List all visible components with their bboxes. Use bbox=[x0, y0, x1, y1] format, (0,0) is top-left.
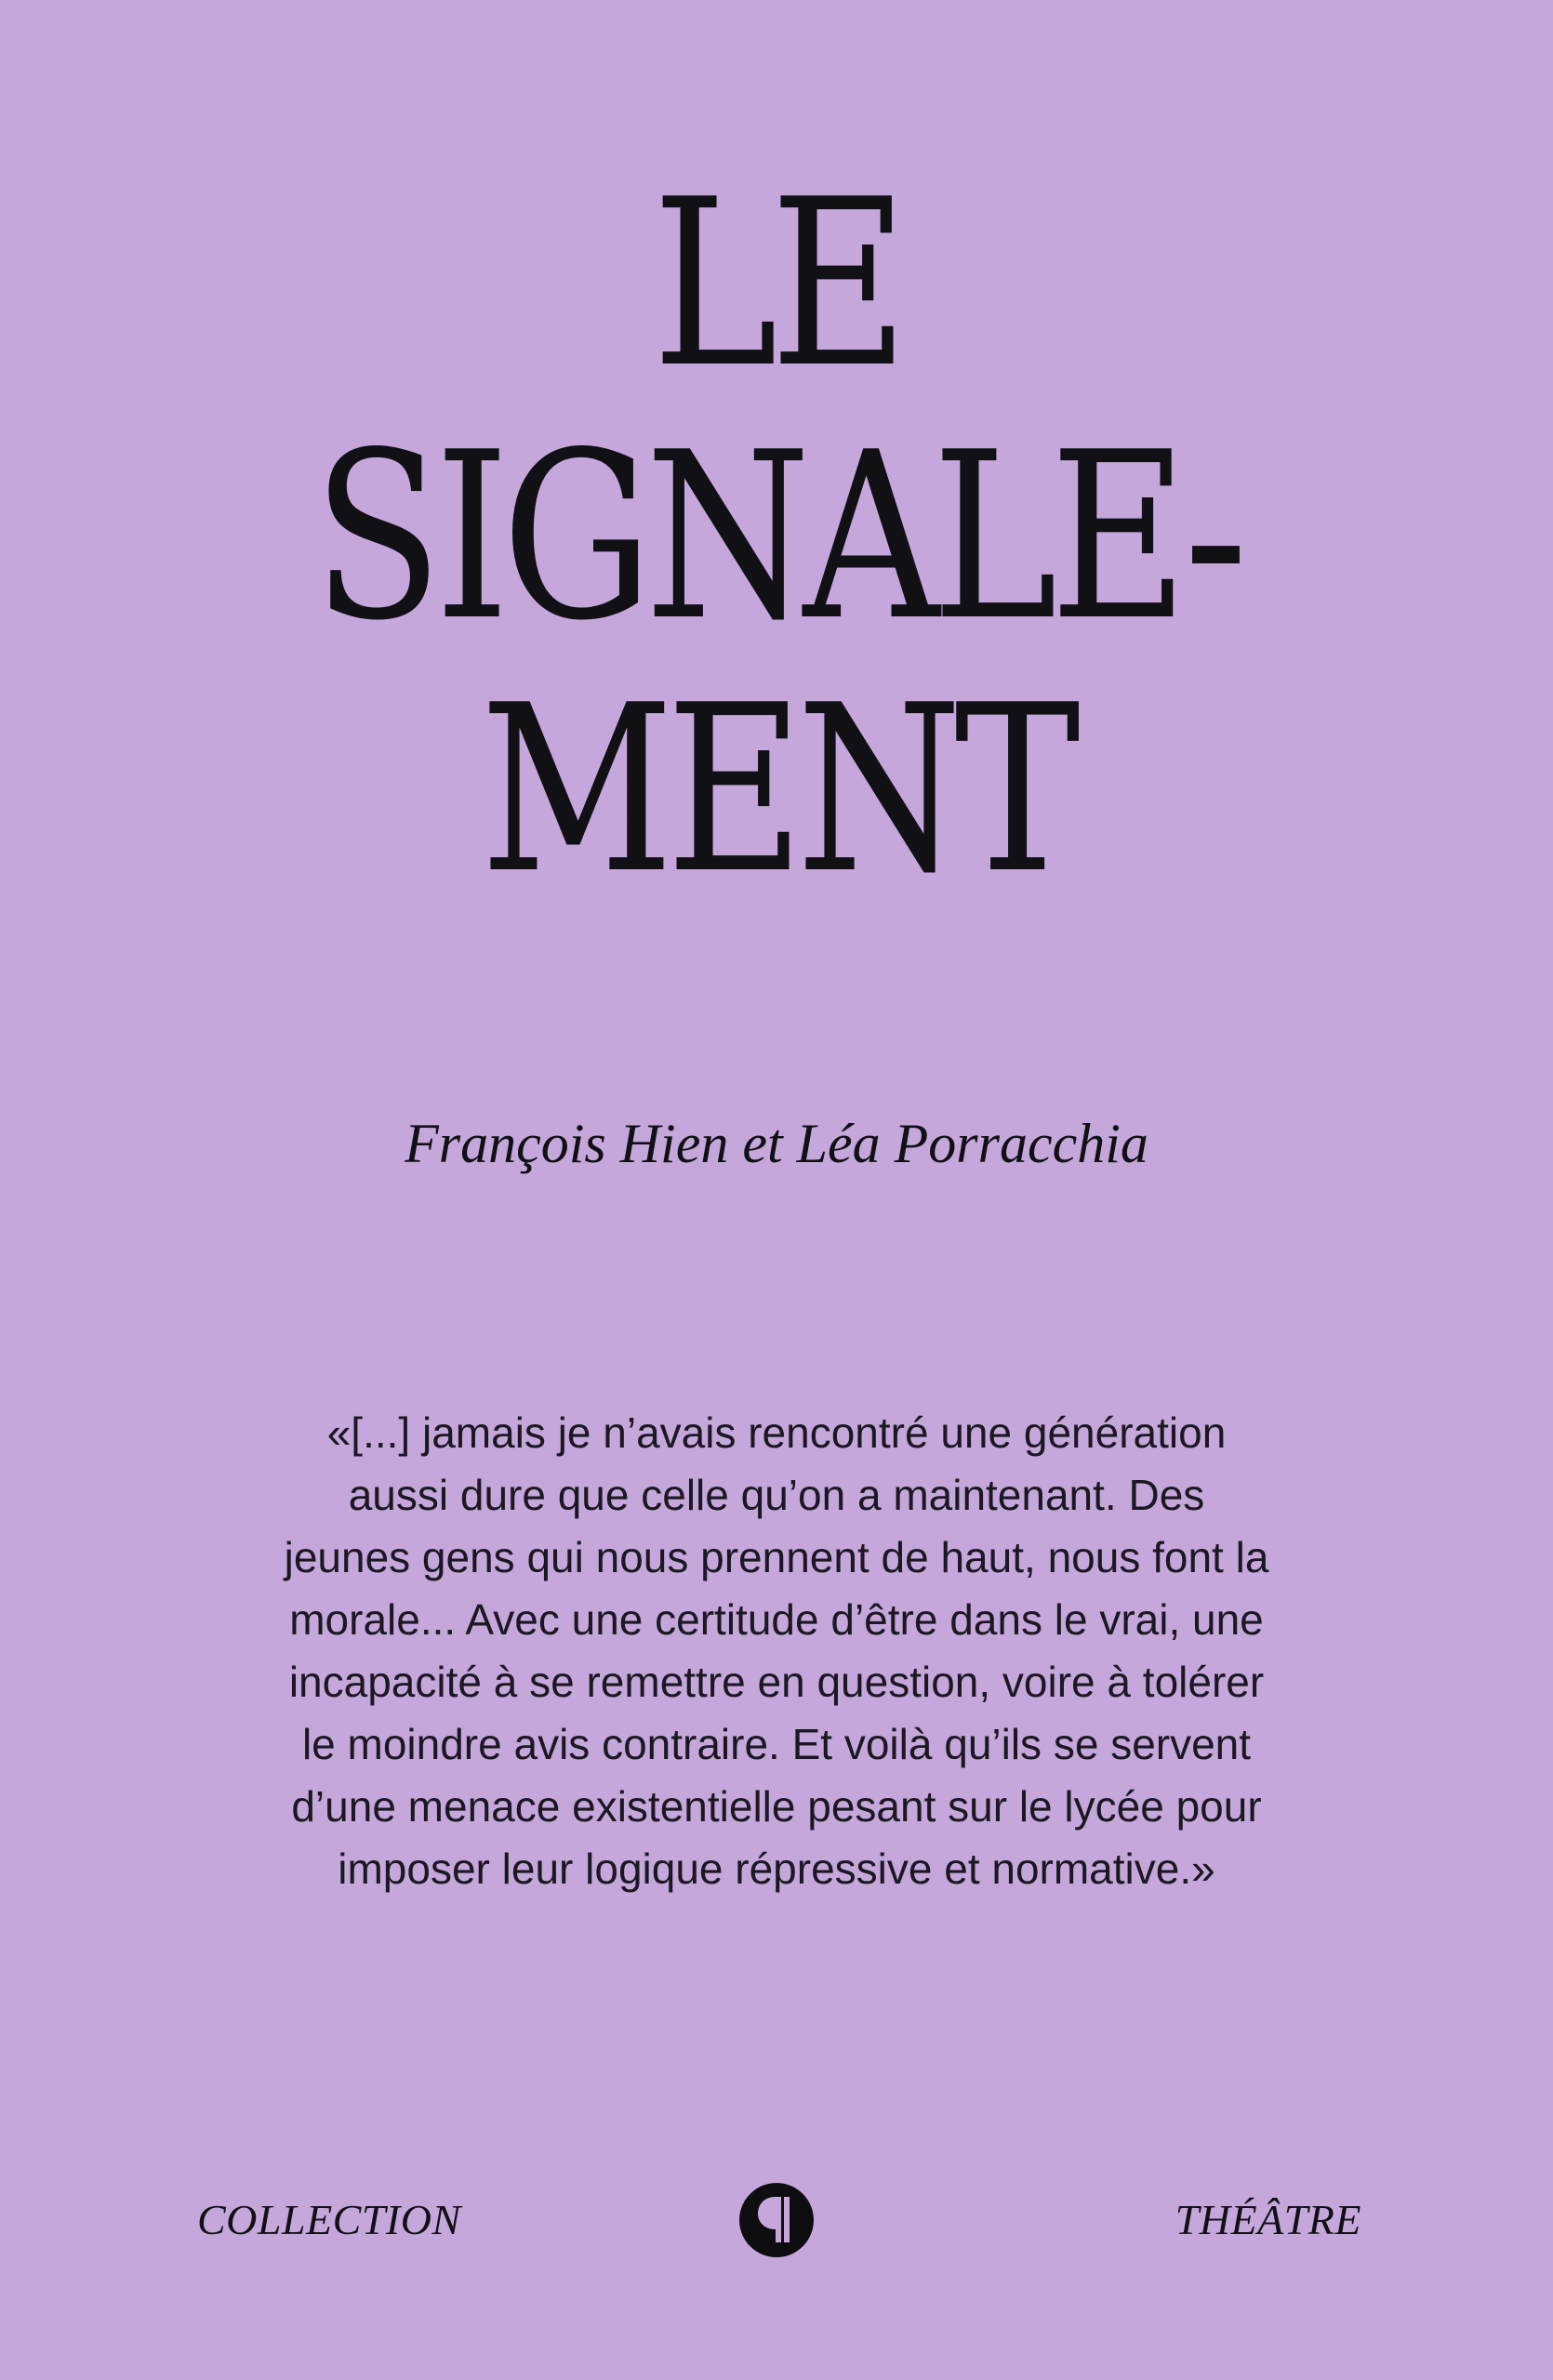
collection-label: COLLECTION bbox=[197, 2196, 461, 2243]
publisher-mark-icon bbox=[739, 2183, 814, 2257]
quote-line-5: incapacité à se remettre en question, voire à tolérer bbox=[288, 1658, 1265, 1706]
title-line-1: LE bbox=[652, 151, 901, 418]
title-line-2: SIGNALE- bbox=[312, 403, 1241, 671]
quote-line-4: morale... Avec une certitude d’être dans le vrai, une bbox=[289, 1595, 1264, 1644]
book-title bbox=[0, 151, 1553, 924]
quote-line-7: d’une menace existentielle pesant sur le lycée pour bbox=[291, 1782, 1262, 1831]
title-line-3: MENT bbox=[480, 656, 1073, 924]
quote-line-8: imposer leur logique répressive et normative.» bbox=[338, 1844, 1215, 1893]
quote-line-2: aussi dure que celle qu’on a maintenant. Des bbox=[348, 1471, 1205, 1519]
author-names: François Hien et Léa Porracchia bbox=[405, 1113, 1148, 1174]
quote-line-6: le moindre avis contraire. Et voilà qu’ils se servent bbox=[301, 1720, 1252, 1768]
genre-label: THÉÂTRE bbox=[1175, 2196, 1361, 2243]
quote-line-3: jeunes gens qui nous prennent de haut, nous font la bbox=[284, 1533, 1269, 1581]
quote-line-1: «[...] jamais je n’avais rencontré une génération bbox=[326, 1408, 1227, 1457]
back-cover-quote bbox=[214, 1402, 1339, 1900]
